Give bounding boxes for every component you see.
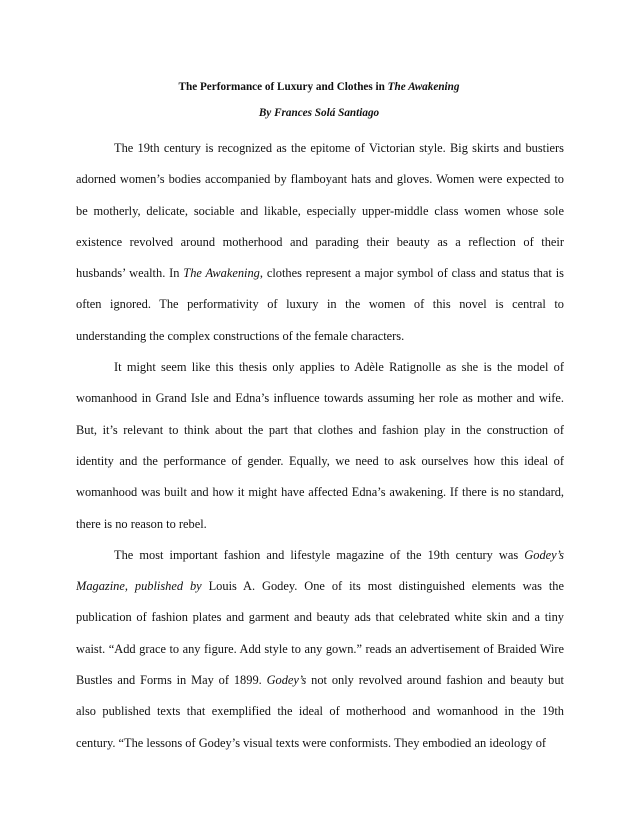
text-line: be motherly, delicate, sociable and likable, especially upper-middle class women whose sole: [76, 203, 564, 218]
text-line: [76, 571, 564, 602]
text-line: [76, 258, 564, 289]
italic-text: Magazine, published by: [76, 579, 202, 594]
text-line: adorned women’s bodies accompanied by flamboyant hats and gloves. Women were expected to: [76, 172, 564, 187]
text-segment: Bustles and Forms in May of 1899.: [76, 673, 267, 688]
text-segment: The most important fashion and lifestyle magazine of the 19th century was: [114, 547, 525, 562]
document-body: [76, 133, 564, 759]
text-line: [76, 540, 564, 571]
text-line: [76, 665, 564, 696]
text-line: publication of fashion plates and garment and beauty ads that celebrated white skin and a tiny: [76, 610, 564, 625]
author-byline: By Frances Solá Santiago: [258, 107, 380, 119]
text-line: It might seem like this thesis only applies to Adèle Ratignolle as she is the model of: [114, 360, 564, 375]
italic-text: Godey’s: [266, 673, 307, 688]
title-novel-name: The Awakening: [387, 81, 460, 93]
text-line: identity and the performance of gender. Equally, we need to ask ourselves how this ideal of: [76, 453, 564, 468]
text-line: century. “The lessons of Godey’s visual texts were conformists. They embodied an ideology of: [76, 735, 547, 750]
italic-text: The Awakening: [183, 266, 260, 281]
text-line: waist. “Add grace to any figure. Add style to any gown.” reads an advertisement of Braided Wire: [76, 641, 564, 656]
text-segment: not only revolved around fashion and beauty but: [306, 673, 564, 688]
text-segment: , clothes represent a major symbol of class and status that is: [259, 266, 564, 281]
text-line: often ignored. The performativity of luxury in the women of this novel is central to: [76, 297, 564, 312]
title-text: The Performance of Luxury and Clothes in: [178, 81, 388, 93]
text-line: But, it’s relevant to think about the part that clothes and fashion play in the construction of: [76, 422, 564, 437]
paragraph: [76, 133, 564, 352]
text-line: existence revolved around motherhood and parading their beauty as a reflection of their: [76, 234, 564, 249]
text-segment: Louis A. Godey. One of its most distinguished elements was the: [201, 579, 564, 594]
text-line: The 19th century is recognized as the epitome of Victorian style. Big skirts and bustiers: [114, 141, 564, 155]
text-line: also published texts that exemplified the ideal of motherhood and womanhood in the 19th: [76, 704, 564, 719]
paragraph: [76, 352, 564, 540]
text-line: there is no reason to rebel.: [76, 516, 207, 531]
text-line: womanhood in Grand Isle and Edna’s influence towards assuming her role as mother and wife.: [76, 391, 564, 406]
document-title: [0, 80, 638, 94]
text-segment: husbands’ wealth. In: [76, 266, 184, 281]
text-line: womanhood was built and how it might have affected Edna’s awakening. If there is no standard,: [76, 485, 564, 500]
paragraph: [76, 540, 564, 759]
text-line: understanding the complex constructions of the female characters.: [76, 328, 405, 343]
italic-text: Godey’s: [524, 547, 564, 562]
